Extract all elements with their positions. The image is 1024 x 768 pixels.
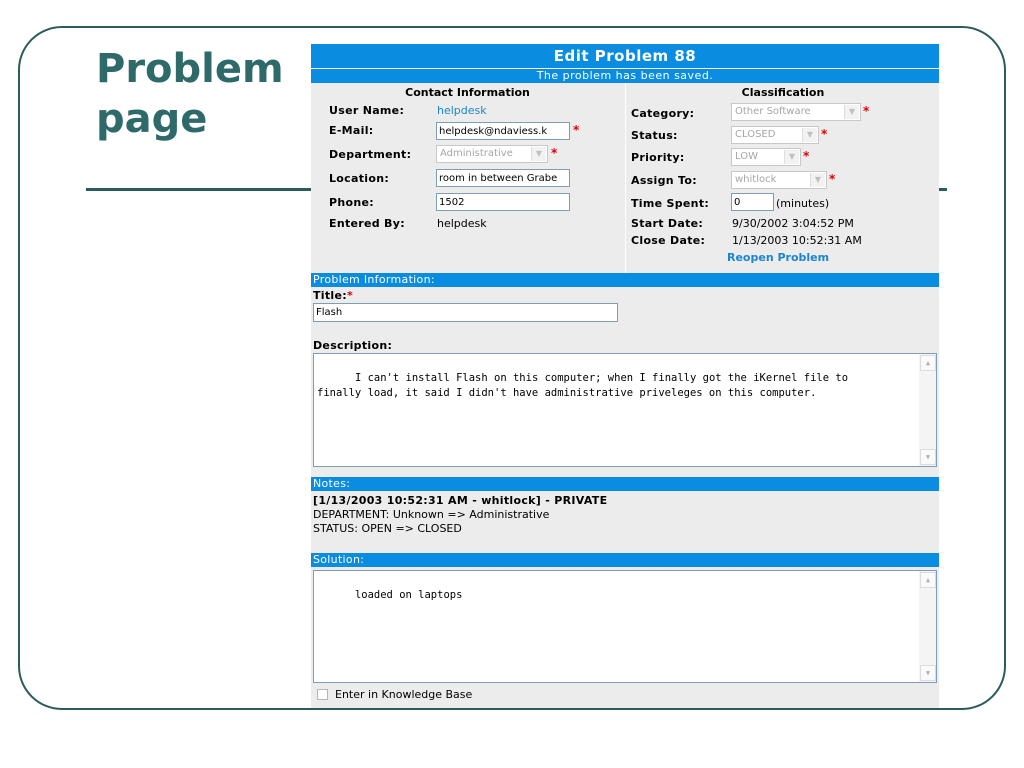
department-select[interactable] [436,145,548,163]
solution-section-bar: Solution: [311,553,939,567]
email-label: E-Mail: [329,124,374,137]
status-label: Status: [631,129,678,142]
scroll-down-icon[interactable]: ▼ [920,449,936,465]
user-name-link[interactable]: helpdesk [437,104,487,117]
solution-textarea[interactable] [313,570,937,683]
slide-divider-right [938,188,947,191]
status-selected-value: CLOSED [735,129,776,140]
note-entry-header: [1/13/2003 10:52:31 AM - whitlock] - PRIVATE [313,494,608,507]
notes-body [311,491,939,553]
time-spent-unit: (minutes) [776,197,830,210]
phone-label: Phone: [329,196,374,209]
close-date-label: Close Date: [631,234,706,247]
edit-problem-screenshot [311,44,939,708]
entered-by-value: helpdesk [437,217,487,230]
problem-information-body [311,287,939,477]
solution-text: loaded on laptops [354,589,463,601]
location-label: Location: [329,172,390,185]
department-selected-value: Administrative [440,148,513,159]
slide-divider-left [86,188,312,191]
title-required-mark: * [346,289,354,302]
phone-field[interactable] [436,193,570,211]
solution-scrollbar[interactable] [919,571,936,682]
department-label: Department: [329,148,412,161]
description-scrollbar[interactable] [919,354,936,466]
scroll-up-icon[interactable]: ▲ [920,355,936,371]
user-name-label: User Name: [329,104,405,117]
start-date-label: Start Date: [631,217,704,230]
knowledge-base-checkbox[interactable] [317,689,328,700]
title-label [313,289,353,302]
solution-body [311,567,939,707]
department-required-mark: * [551,146,558,160]
priority-select[interactable] [731,148,801,166]
classification-heading: Classification [741,86,825,99]
description-textarea[interactable] [313,353,937,467]
contact-information-panel [311,83,624,273]
chevron-down-icon[interactable]: ▼ [784,150,799,164]
assign-to-required-mark: * [829,172,836,186]
contact-heading: Contact Information [405,86,530,99]
entered-by-label: Entered By: [329,217,405,230]
status-select[interactable] [731,126,819,144]
classification-panel [625,83,939,273]
start-date-value: 9/30/2002 3:04:52 PM [732,217,854,230]
saved-message: The problem has been saved. [311,68,939,83]
reopen-problem-link[interactable]: Reopen Problem [727,251,830,264]
chevron-down-icon[interactable]: ▼ [810,173,825,187]
note-line-department: DEPARTMENT: Unknown => Administrative [313,508,550,521]
time-spent-field[interactable] [731,193,774,211]
slide-title-text: Problem page [96,46,284,142]
knowledge-base-label: Enter in Knowledge Base [335,688,473,701]
category-selected-value: Other Software [735,106,811,117]
title-field[interactable] [313,303,618,322]
slide-title [96,44,296,144]
description-text: I can't install Flash on this computer; when I finally got the iKernel file to finally load, it said I didn't have administrative priveleges on this computer. [317,372,849,399]
problem-information-section-bar: Problem Information: [311,273,939,287]
priority-required-mark: * [803,149,810,163]
title-label-text: Title: [313,289,347,302]
category-required-mark: * [863,104,870,118]
notes-section-bar: Notes: [311,477,939,491]
chevron-down-icon[interactable]: ▼ [531,147,546,161]
email-field[interactable] [436,122,570,140]
description-label: Description: [313,339,393,352]
chevron-down-icon[interactable]: ▼ [844,105,859,119]
scroll-down-icon[interactable]: ▼ [920,665,936,681]
status-required-mark: * [821,127,828,141]
location-field[interactable] [436,169,570,187]
category-label: Category: [631,107,695,120]
time-spent-label: Time Spent: [631,197,710,210]
priority-selected-value: LOW [735,151,758,162]
info-columns [311,83,939,273]
email-required-mark: * [573,123,580,137]
chevron-down-icon[interactable]: ▼ [802,128,817,142]
form-header-title: Edit Problem 88 [311,44,939,68]
assign-to-selected-value: whitlock [735,174,777,185]
close-date-value: 1/13/2003 10:52:31 AM [732,234,862,247]
category-select[interactable] [731,103,861,121]
assign-to-label: Assign To: [631,174,697,187]
scroll-up-icon[interactable]: ▲ [920,572,936,588]
priority-label: Priority: [631,151,685,164]
assign-to-select[interactable] [731,171,827,189]
note-line-status: STATUS: OPEN => CLOSED [313,522,462,535]
